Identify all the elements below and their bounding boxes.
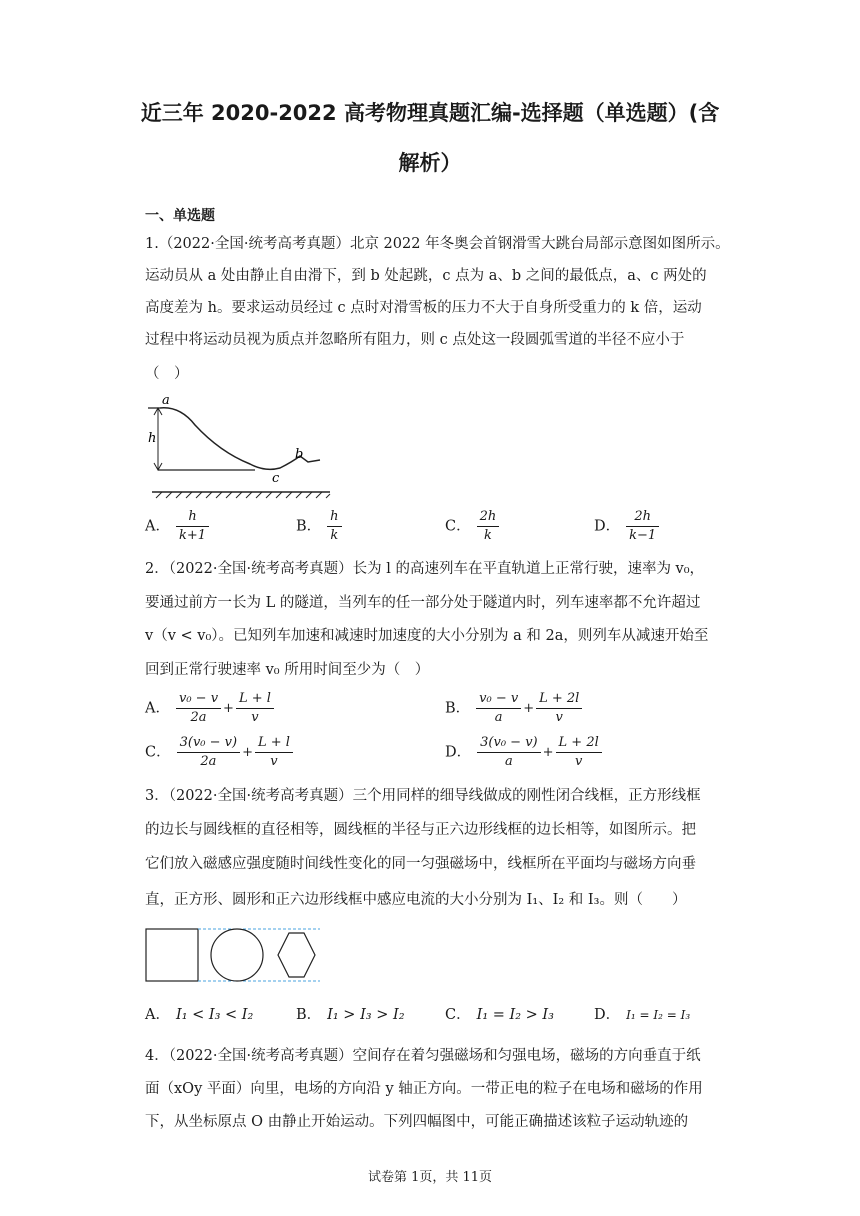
figure-label-c: c [272, 471, 280, 486]
q3-option-a[interactable]: A． I₁ < I₃ < I₂ [145, 1007, 254, 1023]
q2-line-3: v（v < v₀）。已知列车加速和减速时加速度的大小分别为 a 和 2a，则列车从减速开始至 [145, 628, 709, 644]
q1-line-2: 运动员从 a 处由静止自由滑下，到 b 处起跳，c 点为 a、b 之间的最低点，a、c 两处的 [145, 268, 707, 284]
q3-option-d[interactable]: D． I₁ = I₂ = I₃ [594, 1007, 691, 1023]
q3-option-c[interactable]: C． I₁ = I₂ > I₃ [445, 1007, 554, 1023]
figure-label-b: b [295, 447, 304, 462]
title-line-2: 解析） [398, 151, 462, 175]
q4-line-1: 4．（2022·全国·统考高考真题）空间存在着匀强磁场和匀强电场，磁场的方向垂直于纸 [145, 1048, 701, 1064]
q4-line-2: 面（xOy 平面）向里，电场的方向沿 y 轴正方向。一带正电的粒子在电场和磁场的作用 [145, 1081, 703, 1097]
q3-line-2: 的边长与圆线框的直径相等，圆线框的半径与正六边形线框的边长相等，如图所示。把 [145, 822, 696, 838]
q3-option-b[interactable]: B． I₁ > I₃ > I₂ [296, 1007, 405, 1023]
page-footer: 试卷第 1页，共 11页 [367, 1170, 493, 1185]
title-line-1: 近三年 2020-2022 高考物理真题汇编-选择题（单选题）(含 [140, 101, 720, 125]
q2-option-c[interactable]: C． $\frac{\text{3(v₀ − v)}}{2a}$ + $\frac{L + l}{v}$ [145, 734, 293, 771]
q3-line-1: 3．（2022·全国·统考高考真题）三个用同样的细导线做成的刚性闭合线框，正方形线框 [145, 788, 701, 804]
q1-option-b[interactable]: B． $\frac{h}{k}$ [296, 508, 342, 545]
q1-option-c[interactable]: C． $\frac{2h}{k}$ [445, 508, 499, 545]
section-heading: 一、单选题 [145, 208, 215, 224]
q1-option-a[interactable]: A． $\frac{h}{k+1}$ [145, 508, 209, 545]
circle-loop [211, 929, 263, 981]
ski-slope-figure [140, 390, 340, 500]
q3-line-3: 它们放入磁感应强度随时间线性变化的同一匀强磁场中，线框所在平面均与磁场方向垂 [145, 856, 696, 872]
q1-line-5: （ ） [145, 366, 189, 382]
figure-label-h: h [148, 431, 157, 446]
q2-option-a[interactable]: A． $\frac{\text{v₀ − v}}{2a}$ + $\frac{L + l}{v}$ [145, 690, 274, 727]
q1-line-3: 高度差为 h。要求运动员经过 c 点时对滑雪板的压力不大于自身所受重力的 k 倍，运动 [145, 300, 702, 316]
q2-line-2: 要通过前方一长为 L 的隧道，当列车的任一部分处于隧道内时，列车速率都不允许超过 [145, 595, 701, 611]
q2-line-1: 2．（2022·全国·统考高考真题）长为 l 的高速列车在平直轨道上正常行驶，速率为 v₀， [145, 561, 705, 577]
q1-line-1: 1.（2022·全国·统考高考真题）北京 2022 年冬奥会首钢滑雪大跳台局部示意图如图所示。 [145, 236, 730, 252]
q2-line-4: 回到正常行驶速率 v₀ 所用时间至少为（ ） [145, 662, 430, 678]
figure-label-a: a [162, 393, 170, 408]
page-title [100, 88, 760, 188]
square-loop [146, 929, 198, 981]
q1-line-4: 过程中将运动员视为质点并忽略所有阻力，则 c 点处这一段圆弧雪道的半径不应小于 [145, 332, 685, 348]
q1-option-d[interactable]: D． $\frac{2h}{k-1}$ [594, 508, 659, 545]
q4-line-3: 下，从坐标原点 O 由静止开始运动。下列四幅图中，可能正确描述该粒子运动轨迹的 [145, 1114, 689, 1130]
wire-loops-figure [144, 925, 324, 985]
hexagon-loop [278, 933, 315, 977]
q3-line-4: 直，正方形、圆形和正六边形线框中感应电流的大小分别为 I₁、I₂ 和 I₃。则（ ） [145, 892, 687, 908]
q2-option-b[interactable]: B． $\frac{\text{v₀ − v}}{a}$ + $\frac{L + 2l}{v}$ [445, 690, 582, 727]
q2-option-d[interactable]: D． $\frac{\text{3(v₀ − v)}}{a}$ + $\frac{L + 2l}{v}$ [445, 734, 602, 771]
